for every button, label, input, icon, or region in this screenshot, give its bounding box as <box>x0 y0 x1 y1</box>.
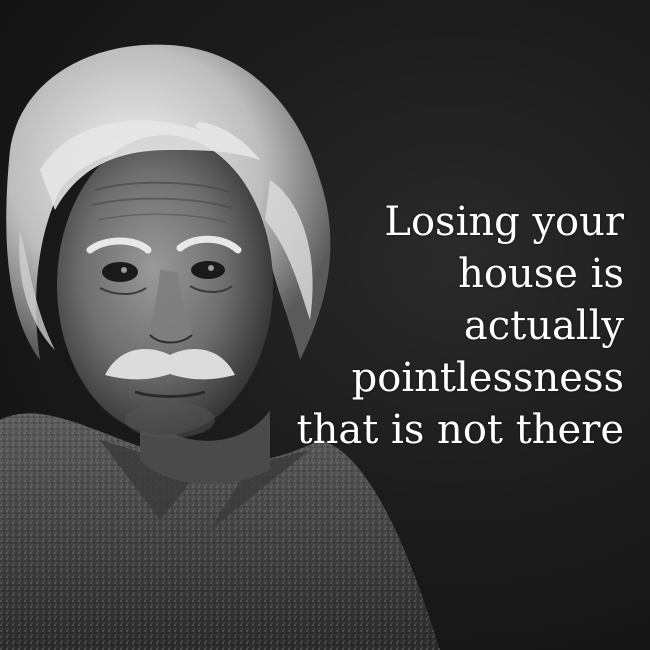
quote-line-1: Losing your <box>384 199 624 245</box>
quote-text <box>264 196 624 456</box>
quote-line-2: house is <box>458 251 624 297</box>
quote-line-5: that is not there <box>296 407 624 453</box>
quote-line-3: actually <box>463 303 624 349</box>
quote-line-4: pointlessness <box>351 355 624 401</box>
